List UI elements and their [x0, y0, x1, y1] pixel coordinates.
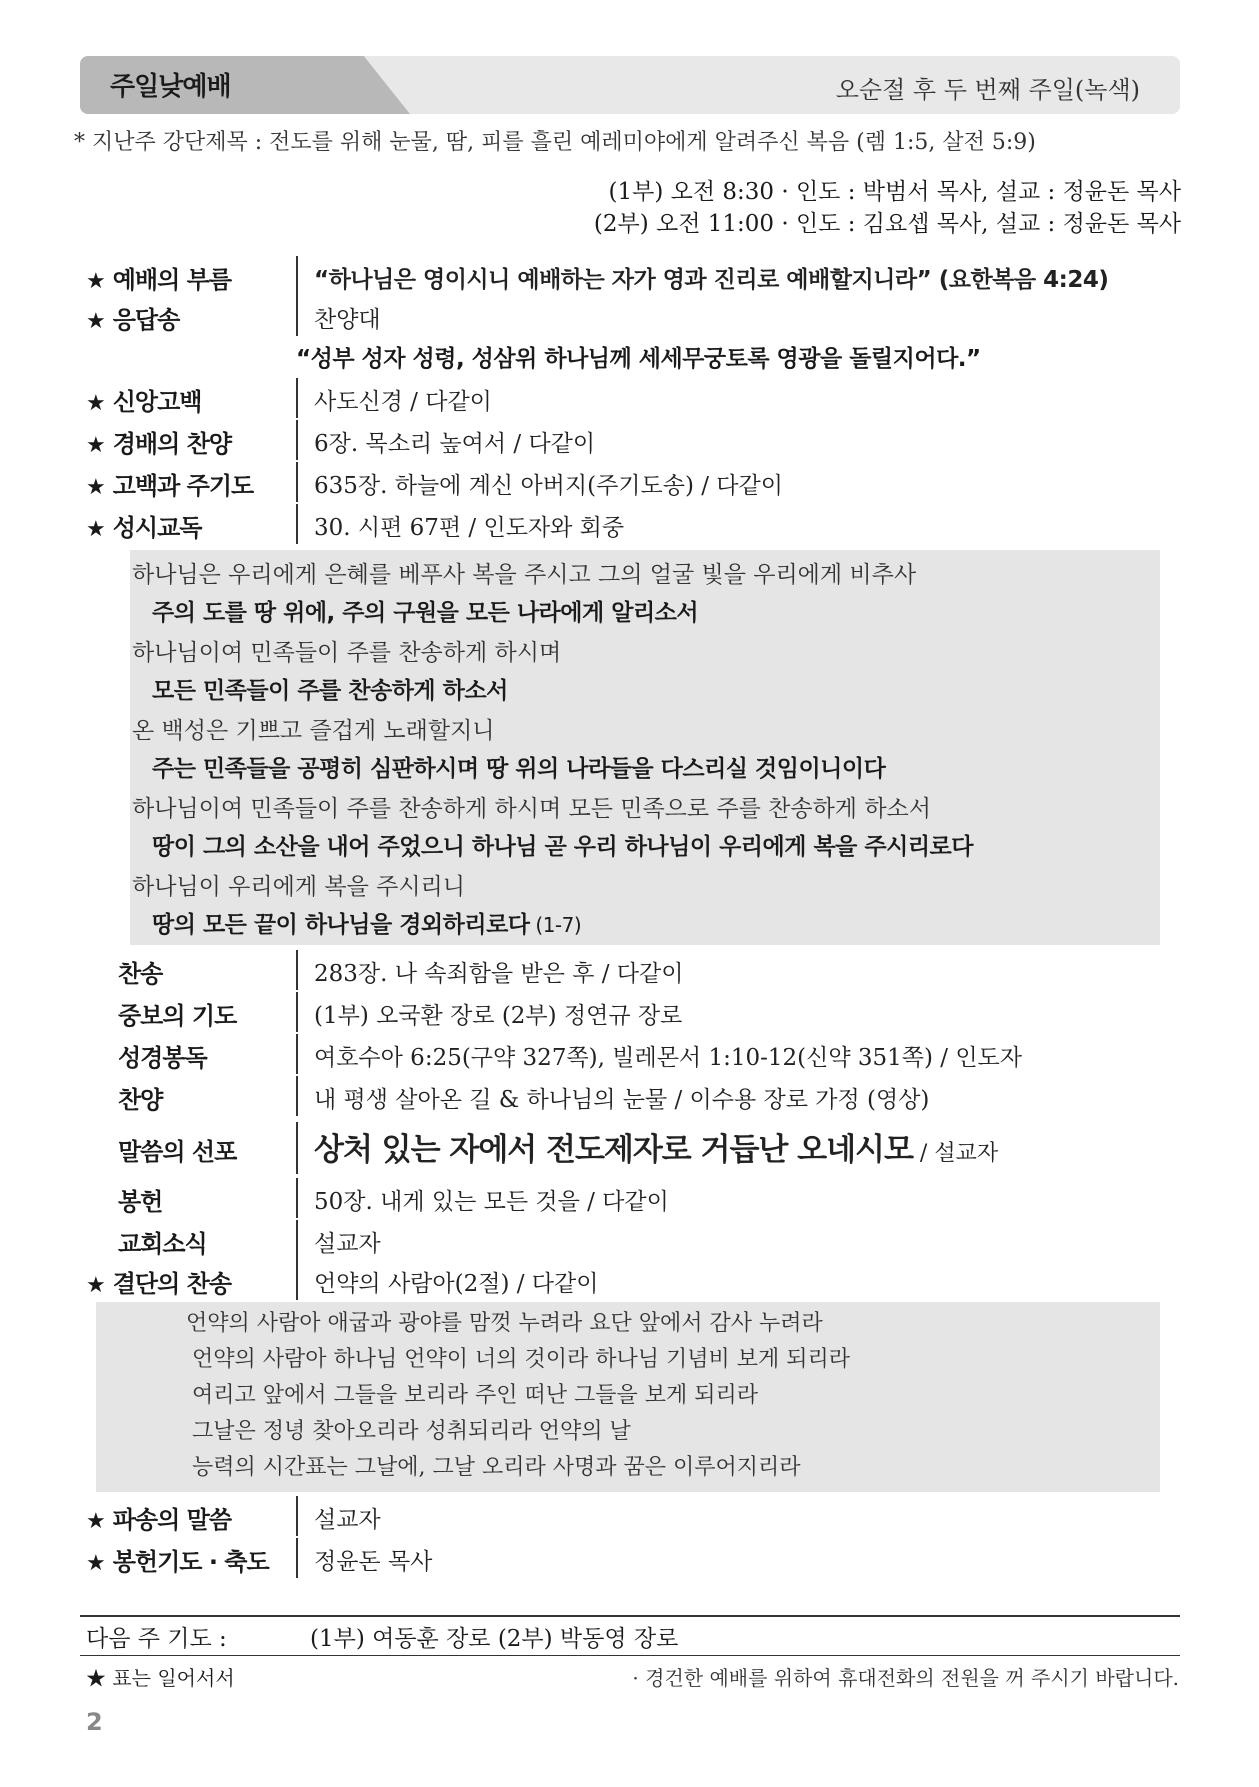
- order-label: 경배의 찬양: [112, 430, 232, 458]
- order-value: 정윤돈 목사: [314, 1549, 433, 1575]
- order-value: 찬양대: [314, 307, 381, 333]
- order-label: 찬송: [118, 960, 163, 988]
- section-header: [80, 56, 1180, 114]
- divider: [296, 1538, 298, 1578]
- divider: [296, 1178, 298, 1218]
- order-label: 찬양: [118, 1086, 163, 1114]
- last-week-sermon-note: * 지난주 강단제목 : 전도를 위해 눈물, 땀, 피를 흘린 예레미야에게 알려주신 복음 (렘 1:5, 살전 5:9): [74, 130, 1036, 155]
- divider: [296, 1220, 298, 1260]
- order-label: 중보의 기도: [118, 1002, 237, 1030]
- order-label: 파송의 말씀: [112, 1506, 232, 1534]
- standing-star-icon: ★: [86, 309, 105, 334]
- standing-star-icon: ★: [86, 1273, 105, 1298]
- order-row-hymn1: [86, 420, 1186, 460]
- psalm-verse-ref: (1-7): [529, 913, 582, 937]
- divider: [296, 378, 298, 418]
- order-value: 635장. 하늘에 계신 아버지(주기도송) / 다같이: [314, 473, 783, 499]
- order-value: (1부) 오국환 장로 (2부) 정연규 장로: [314, 1003, 683, 1029]
- order-row-praise: [86, 1076, 1186, 1116]
- section-title: 주일낮예배: [110, 72, 231, 102]
- order-row-sending: [86, 1496, 1186, 1536]
- divider: [296, 1496, 298, 1536]
- divider: [296, 462, 298, 502]
- divider: [296, 296, 298, 336]
- divider: [296, 1034, 298, 1074]
- psalm-leader-line: 하나님은 우리에게 은혜를 베푸사 복을 주시고 그의 얼굴 빛을 우리에게 비추사: [132, 562, 917, 588]
- psalm-congregation-line: 주는 민족들을 공평히 심판하시며 땅 위의 나라들을 다스리실 것임이니이다: [152, 756, 886, 782]
- order-value: 여호수아 6:25(구약 327쪽), 빌레몬서 1:10-12(신약 351쪽) / 인도자: [314, 1045, 1022, 1071]
- psalm-congregation-line: 땅의 모든 끝이 하나님을 경외하리로다 (1-7): [152, 912, 582, 938]
- liturgical-date: 오순절 후 두 번째 주일(녹색): [835, 76, 1140, 104]
- order-row-confession: [86, 462, 1186, 502]
- standing-star-icon: ★: [86, 517, 105, 542]
- order-row-offering: [86, 1178, 1186, 1218]
- order-value: 언약의 사람아(2절) / 다같이: [314, 1271, 599, 1297]
- standing-star-icon: ★: [86, 433, 105, 458]
- footer-rule: [80, 1615, 1180, 1617]
- order-value: 6장. 목소리 높여서 / 다같이: [314, 431, 596, 457]
- order-row-commit: [86, 1260, 1186, 1300]
- divider: [296, 256, 298, 296]
- service-time-1: (1부) 오전 8:30 · 인도 : 박범서 목사, 설교 : 정윤돈 목사: [608, 179, 1181, 205]
- order-value: 내 평생 살아온 길 & 하나님의 눈물 / 이수용 장로 가정 (영상): [314, 1087, 930, 1113]
- divider: [296, 950, 298, 990]
- psalm-leader-line: 온 백성은 기쁘고 즐겁게 노래할지니: [132, 718, 495, 744]
- order-label: 교회소식: [118, 1230, 207, 1258]
- order-row-benediction: [86, 1538, 1186, 1578]
- order-value: 283장. 나 속죄함을 받은 후 / 다같이: [314, 961, 684, 987]
- order-row-creed: [86, 378, 1186, 418]
- order-label: 응답송: [112, 306, 180, 334]
- order-value: 사도신경 / 다같이: [314, 389, 492, 415]
- order-row-news: [86, 1220, 1186, 1260]
- psalm-leader-line: 하나님이여 민족들이 주를 찬송하게 하시며 모든 민족으로 주를 찬송하게 하소서: [132, 796, 931, 822]
- order-label: 성시교독: [112, 514, 202, 542]
- order-label: 결단의 찬송: [112, 1270, 232, 1298]
- divider: [296, 992, 298, 1032]
- next-week-prayer-label: 다음 주 기도 :: [86, 1626, 227, 1652]
- divider: [296, 420, 298, 460]
- page-number: 2: [86, 1708, 103, 1736]
- psalm-congregation-line: 모든 민족들이 주를 찬송하게 하소서: [152, 678, 508, 704]
- order-value: 30. 시편 67편 / 인도자와 회중: [314, 515, 625, 541]
- phone-notice: · 경건한 예배를 위하여 휴대전화의 전원을 꺼 주시기 바랍니다.: [632, 1666, 1179, 1690]
- order-row-response: [86, 296, 1186, 336]
- order-label: 봉헌: [118, 1188, 163, 1216]
- footer-rule: [80, 1655, 1180, 1656]
- lyric-line: 언약의 사람아 하나님 언약이 너의 것이라 하나님 기념비 보게 되리라: [192, 1347, 850, 1372]
- order-label: 말씀의 선포: [118, 1138, 237, 1166]
- lyric-line: 그날은 정녕 찾아오리라 성취되리라 언약의 날: [192, 1419, 631, 1444]
- order-label: 예배의 부름: [112, 266, 232, 294]
- psalm-congregation-line: 주의 도를 땅 위에, 주의 구원을 모든 나라에게 알리소서: [152, 600, 699, 626]
- order-row-prayer: [86, 992, 1186, 1032]
- divider: [296, 504, 298, 544]
- order-row-sermon: [86, 1122, 1186, 1174]
- order-value: 50장. 내게 있는 모든 것을 / 다같이: [314, 1189, 669, 1215]
- service-time-2: (2부) 오전 11:00 · 인도 : 김요셉 목사, 설교 : 정윤돈 목사: [593, 211, 1181, 237]
- order-row-hymn2: [86, 950, 1186, 990]
- divider: [296, 1122, 298, 1174]
- order-label: 봉헌기도 · 축도: [112, 1548, 269, 1576]
- sermon-title: 상처 있는 자에서 전도제자로 거듭난 오네시모: [314, 1132, 913, 1168]
- order-label: 성경봉독: [118, 1044, 207, 1072]
- next-week-prayer-value: (1부) 여동훈 장로 (2부) 박동영 장로: [310, 1626, 679, 1652]
- order-value: 설교자: [314, 1507, 381, 1533]
- order-label: 신앙고백: [112, 388, 202, 416]
- standing-legend: ★ 표는 일어서서: [86, 1666, 235, 1690]
- standing-star-icon: ★: [86, 1509, 105, 1534]
- order-row-scripture: [86, 1034, 1186, 1074]
- lyric-line: 여리고 앞에서 그들을 보리라 주인 떠난 그들을 보게 되리라: [192, 1383, 758, 1408]
- lyric-line: 능력의 시간표는 그날에, 그날 오리라 사명과 꿈은 이루어지리라: [192, 1455, 801, 1480]
- standing-star-icon: ★: [86, 1551, 105, 1576]
- psalm-leader-line: 하나님이 우리에게 복을 주시리니: [132, 874, 465, 900]
- psalm-congregation-line: 땅이 그의 소산을 내어 주었으니 하나님 곧 우리 하나님이 우리에게 복을 주시리로다: [152, 834, 973, 860]
- standing-star-icon: ★: [86, 269, 105, 294]
- order-value: “하나님은 영이시니 예배하는 자가 영과 진리로 예배할지니라” (요한복음 4:24): [314, 267, 1109, 293]
- sermon-by: / 설교자: [912, 1141, 999, 1166]
- response-text: “성부 성자 성령, 성삼위 하나님께 세세무궁토록 영광을 돌릴지어다.”: [296, 346, 981, 372]
- divider: [296, 1076, 298, 1116]
- standing-star-icon: ★: [86, 475, 105, 500]
- standing-star-icon: ★: [86, 391, 105, 416]
- divider: [296, 1260, 298, 1300]
- lyric-line: 언약의 사람아 애굽과 광야를 맘껏 누려라 요단 앞에서 감사 누려라: [186, 1311, 823, 1336]
- order-row-call: [86, 256, 1186, 296]
- order-value: 설교자: [314, 1231, 381, 1257]
- order-label: 고백과 주기도: [112, 472, 254, 500]
- psalm-leader-line: 하나님이여 민족들이 주를 찬송하게 하시며: [132, 640, 562, 666]
- order-row-reading: [86, 504, 1186, 544]
